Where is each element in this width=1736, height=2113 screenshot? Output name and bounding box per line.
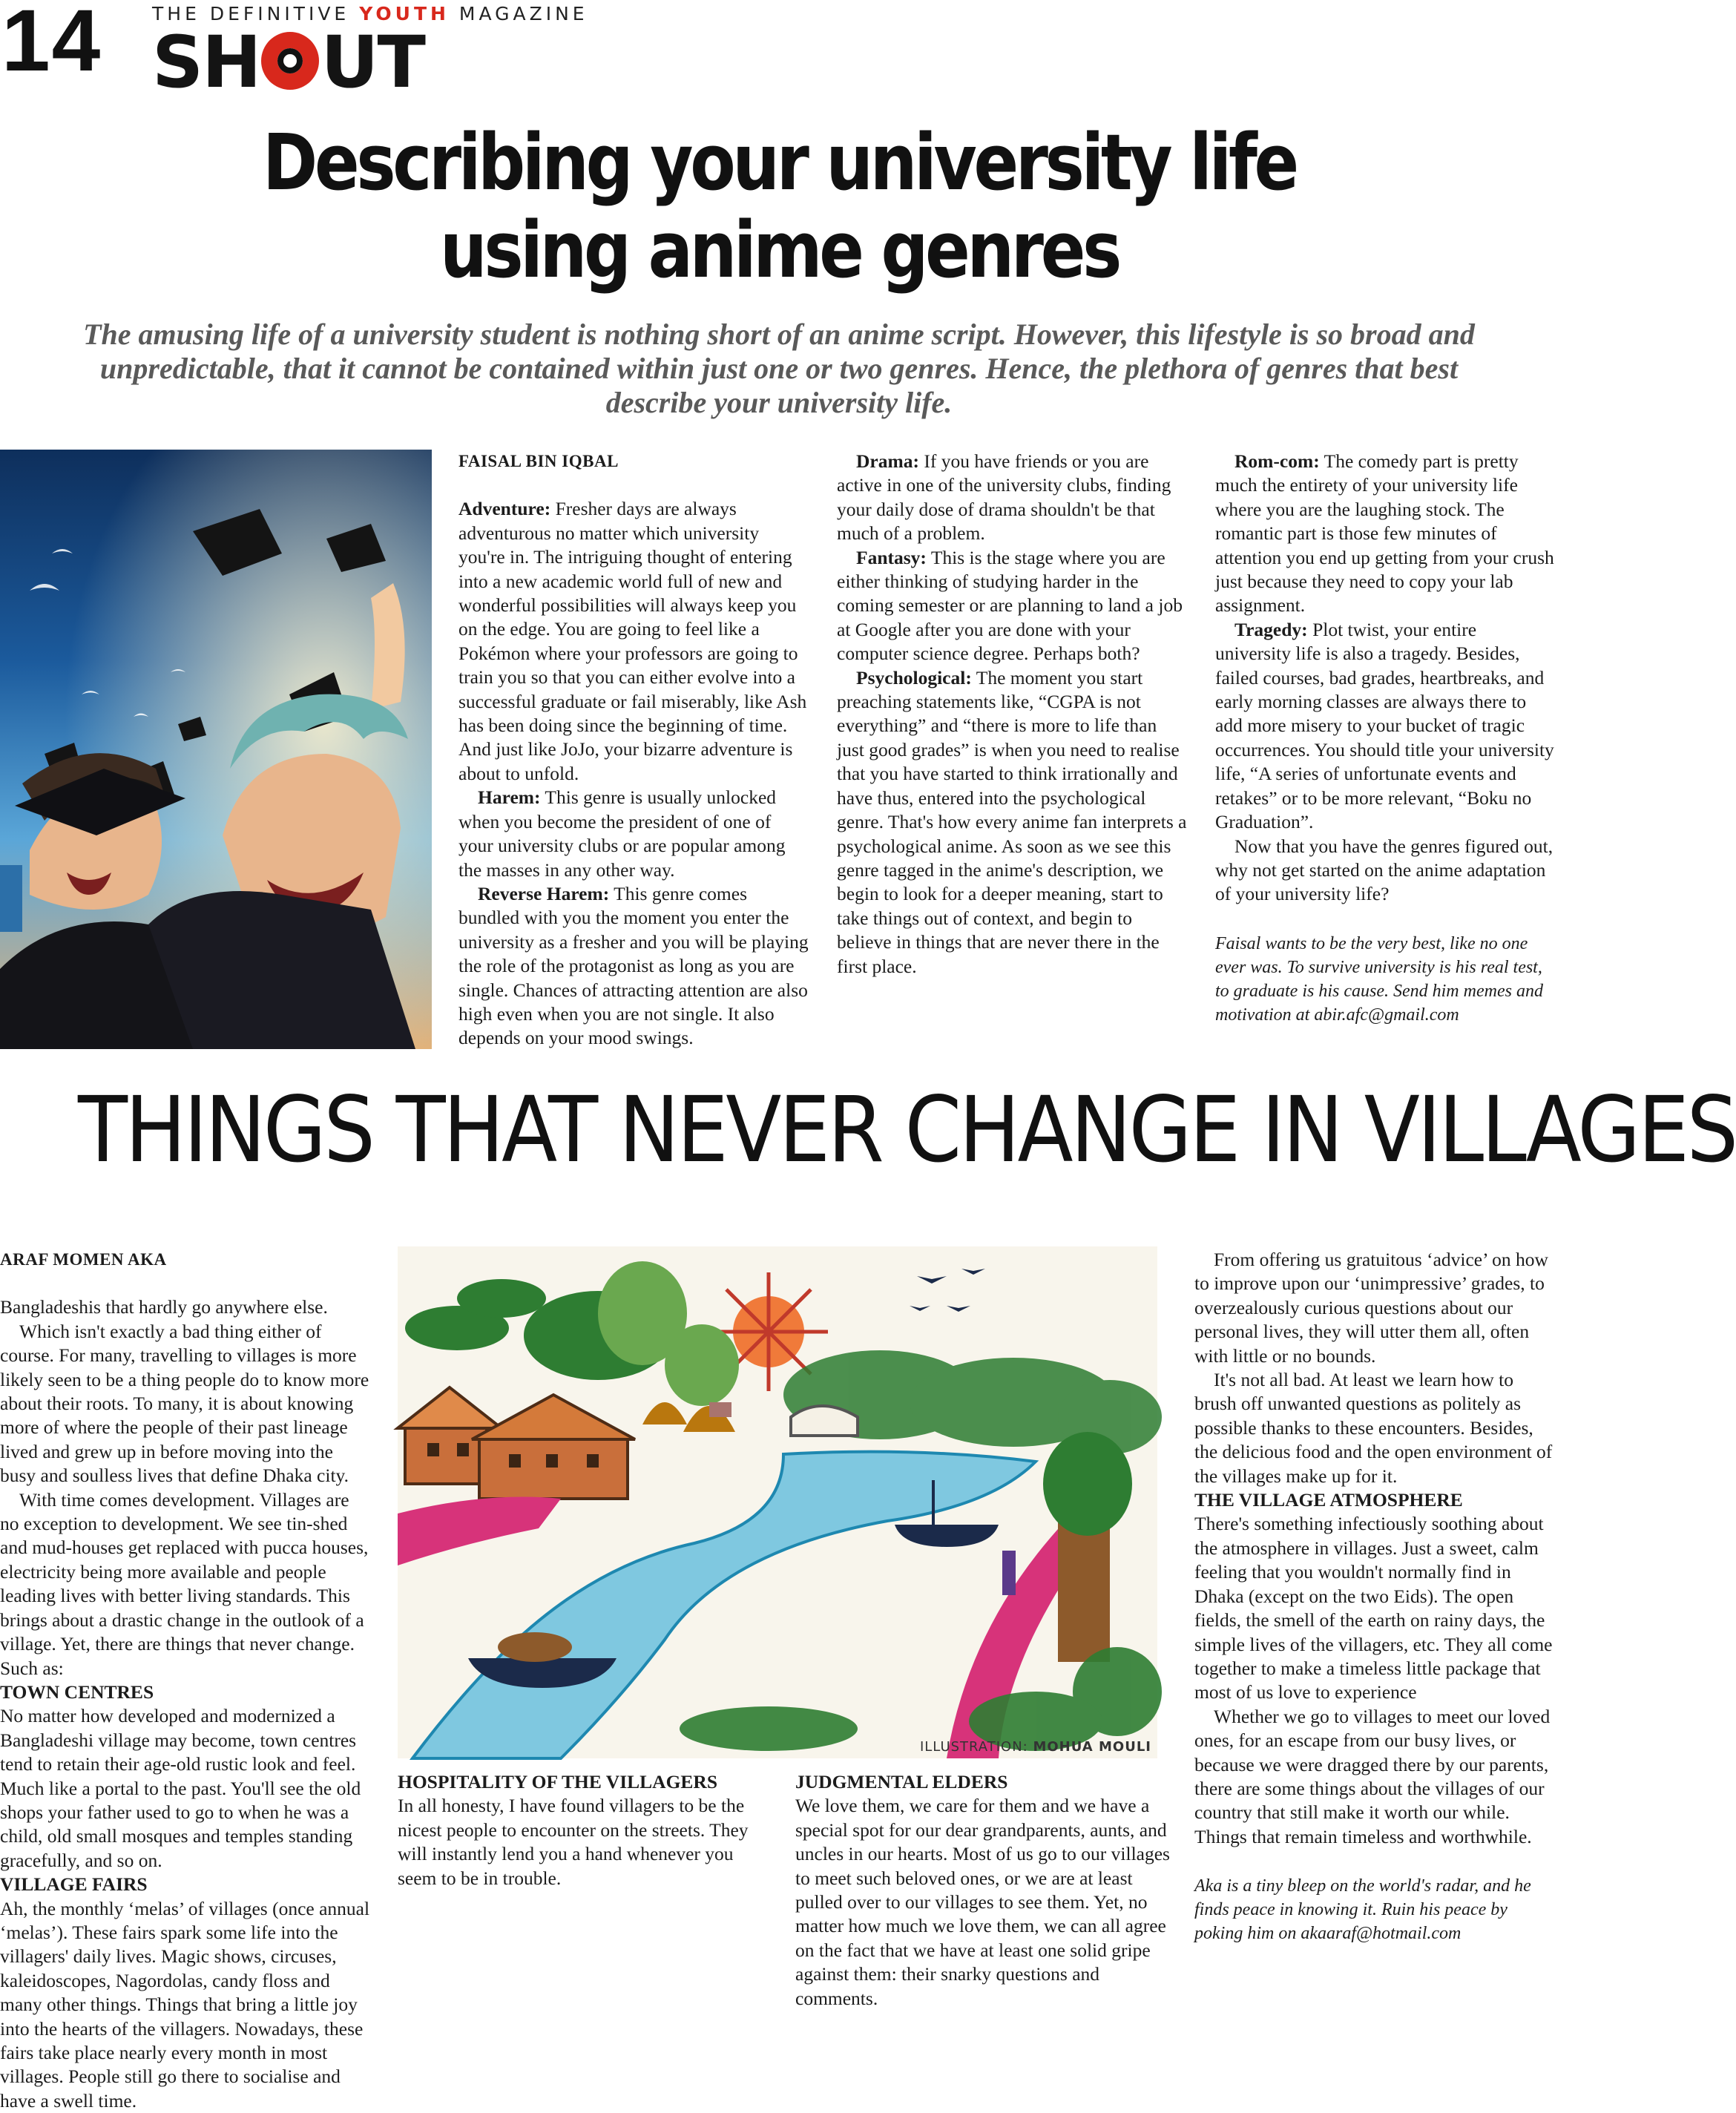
intro-paragraph: With time comes development. Villages are no exception to development. We see tin-shed and mud-houses get replaced with pucca houses, electricity being more available and people leading lives with better living standards. This brings about a drastic change in the outlook of a village. Yet, there are things that never change. Such as: — [0, 1488, 369, 1679]
genre-drama — [837, 450, 1187, 546]
headline-line-1: Describing your university life — [263, 117, 1296, 208]
article1-closing: Now that you have the genres figured out, why not get started on the anime adaptation of your university life? — [1215, 835, 1553, 905]
village-fairs-text: Ah, the monthly ‘melas’ of villages (once annual ‘melas’). These fairs spark some life into the villagers' daily lives. Magic shows, circuses, kaleidoscopes, Nagordolas, candy floss and many other things. Things that bring a little joy into the hearts of the villagers. Nowadays, these fairs take place nearly every month in most villages. People still go there to socialise and have a swell time. — [0, 1897, 370, 2112]
article1-column-1 — [458, 450, 809, 1051]
genre-label: Reverse Harem: — [478, 882, 610, 904]
genre-text: This is the stage where you are either thinking of studying harder in the coming semester or are planning to land a job at Google after you are done with your computer science degree. Perhaps both? — [837, 546, 1183, 665]
genre-label: Fantasy: — [856, 546, 927, 568]
genre-text: Fresher days are always adventurous no matter which university you're in. The intriguing thought of entering into a new academic world full of new and wonderful possibilities will always keep you on the edge. You are going to feel like a Pokémon where your professors are going to train you so that you can either evolve into a successful graduate or fail miserably, like Ash has been doing since the beginning of time. And just like JoJo, your bizarre adventure is about to unfold. — [458, 498, 807, 784]
illustration-credit — [920, 1741, 1151, 1754]
article1-byline: FAISAL BIN IQBAL — [458, 452, 619, 470]
genre-fantasy — [837, 546, 1187, 666]
genre-reverse-harem — [458, 882, 809, 1051]
genre-label: Tragedy: — [1234, 618, 1308, 640]
genre-label: Drama: — [856, 450, 919, 472]
article2-column-1 — [0, 1248, 371, 2113]
article2-column-3 — [795, 1770, 1174, 2011]
genre-text: This genre is usually unlocked when you become the president of one of your university clubs or are popular among the masses in any other way. — [458, 786, 786, 881]
genre-label: Adventure: — [458, 498, 551, 520]
headline-line-2: using anime genres — [439, 205, 1119, 295]
intro-paragraph: Which isn't exactly a bad thing either of course. For many, travelling to villages is more likely seen to be a thing people do to know more about their roots. To many, it is about knowing more of where the people of their past lineage lived and grew up in before moving into the busy and soulless lives that define Dhaka city. — [0, 1320, 369, 1487]
subhead-judgmental-elders: JUDGMENTAL ELDERS — [795, 1771, 1008, 1792]
article1-deck: The amusing life of a university student is nothing short of an anime script. However, this lifestyle is so broad and unpredictable, that it cannot be contained within just one or two genres. Hence, the plethora of genres that best describe your university life. — [83, 318, 1475, 419]
tagline-pre: THE DEFINITIVE — [152, 3, 360, 24]
brand-logo-o-icon — [261, 32, 319, 90]
genre-adventure — [458, 497, 809, 786]
tagline-post: MAGAZINE — [449, 3, 588, 24]
anime-graduation-illustration — [0, 450, 432, 1049]
brand-logo-text-b: UT — [320, 21, 424, 104]
article2-column-4 — [1194, 1248, 1556, 1945]
article1-column-2 — [837, 450, 1187, 979]
subhead-village-atmosphere: THE VILLAGE ATMOSPHERE — [1194, 1489, 1463, 1511]
subhead-village-fairs: VILLAGE FAIRS — [0, 1873, 148, 1896]
village-illustration-graphic — [398, 1246, 1157, 1758]
village-atmosphere-text: There's something infectiously soothing about the atmosphere in villages. Just a sweet, calm feeling that you wouldn't normally find in Dhaka (except on the two Eids). The open fields, the smell of the earth on rainy days, the simple lives of the villagers, etc. They all come together to make a timeless little package that most of us love to experience — [1194, 1513, 1553, 1703]
judgmental-elders-text: We love them, we care for them and we have a special spot for our dear grandparents, aunts, and uncles in our hearts. Most of us go to our villages to meet such beloved ones, or we are at least pulled over to our villages to see them. Yet, no matter how much we love them, we can all agree on the fact that we have at least one solid gripe against them: their snarky questions and comments. — [795, 1795, 1170, 2009]
genre-label: Harem: — [478, 786, 541, 809]
advice-paragraph: From offering us gratuitous ‘advice’ on how to improve upon our ‘unimpressive’ grades, to overzealously curious questions about our personal lives, they will utter them all, often with little or no bounds. — [1194, 1249, 1548, 1367]
article2-byline: ARAF MOMEN AKA — [0, 1250, 167, 1269]
article1-author-bio: Faisal wants to be the very best, like no one ever was. To survive university is his real test, to graduate is his cause. Send him memes and motivation at abir.afc@gmail.com — [1215, 933, 1543, 1025]
genre-text: This genre comes bundled with you the moment you enter the university as a fresher and you will be playing the role of the protagonist as long as you are single. Chances of attracting attention are also high even when you are not single. It also depends on your mood swings. — [458, 882, 809, 1049]
subhead-hospitality: HOSPITALITY OF THE VILLAGERS — [398, 1771, 718, 1792]
genre-tragedy — [1215, 618, 1556, 835]
article2-headline: THINGS THAT NEVER CHANGE IN VILLAGES — [78, 1077, 1736, 1183]
village-illustration — [398, 1246, 1157, 1758]
genre-text: The comedy part is pretty much the entirety of your university life where you are the laughing stock. The romantic part is those few minutes of attention you end up getting from your crush just because they need to copy your lab assignment. — [1215, 450, 1554, 617]
genre-label: Rom-com: — [1234, 450, 1320, 472]
closing-paragraph: Whether we go to villages to meet our loved ones, for an escape from our busy lives, or because we were dragged there by our parents, there are some things about the villages of our country that still make it worth our while. Things that remain timeless and worthwhile. — [1194, 1705, 1551, 1847]
brand-logo — [152, 21, 424, 104]
genre-text: Plot twist, your entire university life is also a tragedy. Besides, failed courses, bad grades, heartbreaks, and early morning classes are always there to add more misery to your bucket of tragic occurrences. You should title your university life, “A series of unfortunate events and retakes” or to be more relevant, “Boku no Graduation”. — [1215, 618, 1554, 833]
not-all-bad-paragraph: It's not all bad. At least we learn how to brush off unwanted questions as politely as possible thanks to these encounters. Besides, the delicious food and the open environment of the villages make up for it. — [1194, 1369, 1553, 1487]
genre-psychological — [837, 666, 1187, 979]
article1-column-3 — [1215, 450, 1556, 1027]
town-centres-text: No matter how developed and modernized a Bangladeshi village may become, town centres tend to retain their age-old rustic look and feel. Much like a portal to the past. You'll see the old shops your father used to go to when he was a child, old small mosques and temples standing gracefully, and so on. — [0, 1705, 361, 1871]
illustration-credit-name: MOHUA MOULI — [1033, 1739, 1151, 1755]
genre-text: The moment you start preaching statements like, “CGPA is not everything” and “there is more to life than just good grades” is when you need to realise that you have started to think irrationally and have thus, entered into the psychological genre. That's how every anime fan interprets a psychological anime. As soon as we see this genre tagged in the anime's description, we begin to look for a deeper meaning, start to take things out of context, and begin to believe in things that are never there in the first place. — [837, 666, 1187, 977]
anime-illustration-graphic — [0, 450, 432, 1049]
article1-headline — [109, 119, 1450, 294]
genre-label: Psychological: — [856, 666, 972, 689]
intro-paragraph: Bangladeshis that hardly go anywhere else. — [0, 1296, 328, 1318]
brand-logo-text-a: SH — [152, 21, 260, 104]
hospitality-text: In all honesty, I have found villagers to be the nicest people to encounter on the streets. They will instantly lend you a hand whenever you seem to be in trouble. — [398, 1795, 749, 1889]
illustration-credit-label: ILLUSTRATION: — [919, 1739, 1033, 1755]
genre-harem — [458, 786, 809, 882]
genre-text: If you have friends or you are active in one of the university clubs, finding your daily dose of drama shouldn't be that much of a problem. — [837, 450, 1171, 545]
genre-romcom — [1215, 450, 1556, 618]
article2-column-2 — [398, 1770, 767, 1890]
article2-author-bio: Aka is a tiny bleep on the world's radar, and he finds peace in knowing it. Ruin his peace by poking him on akaaraf@hotmail.com — [1194, 1876, 1531, 1944]
tagline-youth: YOUTH — [359, 3, 450, 24]
page-number: 14 — [1, 0, 102, 90]
subhead-town-centres: TOWN CENTRES — [0, 1680, 154, 1703]
